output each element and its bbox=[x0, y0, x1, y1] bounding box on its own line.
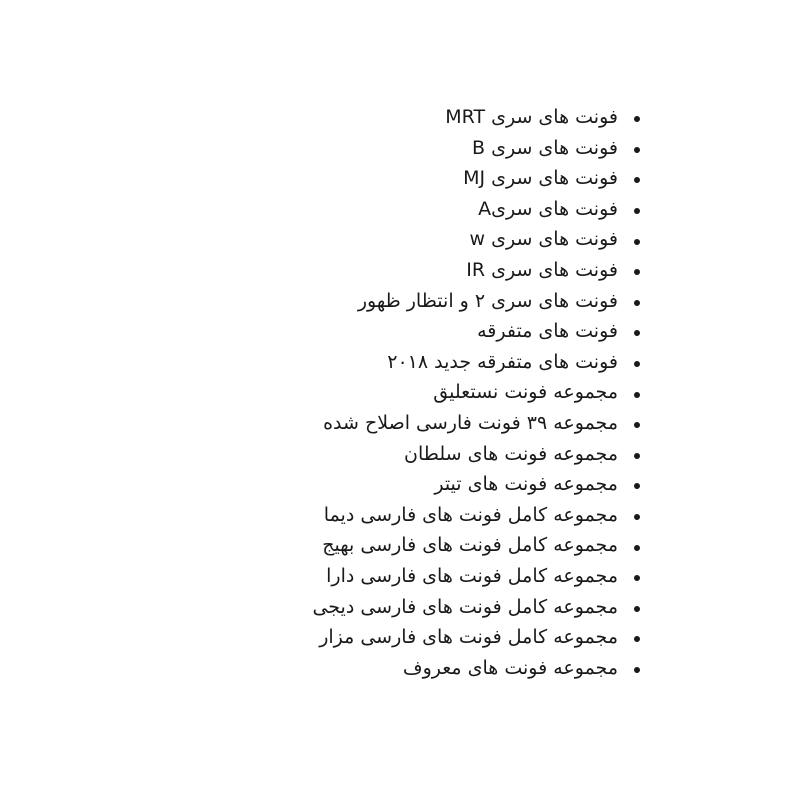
list-item-label: مجموعه کامل فونت های فارسی بهیج bbox=[322, 534, 618, 557]
list-item[interactable] bbox=[312, 133, 642, 164]
list-item-label: مجموعه کامل فونت های فارسی دیما bbox=[323, 503, 618, 526]
list-item-label: فونت های سری w bbox=[469, 228, 618, 251]
bullet-icon bbox=[634, 483, 640, 489]
list-item-label: مجموعه فونت نستعلیق bbox=[433, 381, 618, 404]
bullet-icon bbox=[634, 514, 640, 520]
list-item-label: فونت های متفرقه bbox=[477, 320, 618, 343]
bullet-icon bbox=[634, 330, 640, 336]
bullet-icon bbox=[634, 422, 640, 428]
list-item-label: فونت های سریA bbox=[478, 197, 618, 220]
list-item[interactable] bbox=[312, 561, 642, 592]
list-item-label: فونت های سری ۲ و انتظار ظهور bbox=[357, 289, 618, 312]
list-item[interactable] bbox=[312, 255, 642, 286]
bullet-icon bbox=[634, 575, 640, 581]
list-item-label: مجموعه ۳۹ فونت فارسی اصلاح شده bbox=[323, 411, 618, 434]
list-item-label: فونت های سری IR bbox=[466, 258, 618, 281]
list-item-label: فونت های متفرقه جدید ۲۰۱۸ bbox=[387, 350, 618, 373]
bullet-icon bbox=[634, 239, 640, 245]
bullet-icon bbox=[634, 545, 640, 551]
bullet-icon bbox=[634, 300, 640, 306]
list-item[interactable] bbox=[312, 500, 642, 531]
bullet-icon bbox=[634, 606, 640, 612]
list-item[interactable] bbox=[312, 439, 642, 470]
list-item[interactable] bbox=[312, 622, 642, 653]
list-item[interactable] bbox=[312, 286, 642, 317]
list-item-label: مجموعه فونت های تیتر bbox=[434, 473, 618, 496]
bullet-icon bbox=[634, 269, 640, 275]
list-item-label: مجموعه کامل فونت های فارسی دیجی bbox=[312, 595, 618, 618]
list-item-label: مجموعه کامل فونت های فارسی مزار bbox=[319, 626, 618, 649]
list-item[interactable] bbox=[312, 592, 642, 623]
bullet-icon bbox=[634, 636, 640, 642]
list-item-label: مجموعه فونت های معروف bbox=[402, 656, 618, 679]
list-item[interactable] bbox=[312, 377, 642, 408]
list-item-label: فونت های سری B bbox=[472, 136, 618, 159]
list-item[interactable] bbox=[312, 102, 642, 133]
bullet-icon bbox=[634, 392, 640, 398]
bullet-icon bbox=[634, 361, 640, 367]
bullet-icon bbox=[634, 116, 640, 122]
list-item[interactable] bbox=[312, 347, 642, 378]
list-item[interactable] bbox=[312, 469, 642, 500]
list-item[interactable] bbox=[312, 408, 642, 439]
bullet-icon bbox=[634, 667, 640, 673]
list-item[interactable] bbox=[312, 530, 642, 561]
list-item[interactable] bbox=[312, 163, 642, 194]
list-item[interactable] bbox=[312, 224, 642, 255]
list-item-label: فونت های سری MJ bbox=[463, 167, 618, 190]
bullet-icon bbox=[634, 208, 640, 214]
bullet-icon bbox=[634, 453, 640, 459]
list-item-label: مجموعه کامل فونت های فارسی دارا bbox=[326, 564, 618, 587]
list-item-label: مجموعه فونت های سلطان bbox=[404, 442, 618, 465]
list-item-label: فونت های سری MRT bbox=[445, 106, 618, 128]
bullet-icon bbox=[634, 147, 640, 153]
bullet-icon bbox=[634, 177, 640, 183]
list-item[interactable] bbox=[312, 653, 642, 684]
list-item[interactable] bbox=[312, 316, 642, 347]
font-collection-list bbox=[312, 102, 642, 683]
list-item[interactable] bbox=[312, 194, 642, 225]
